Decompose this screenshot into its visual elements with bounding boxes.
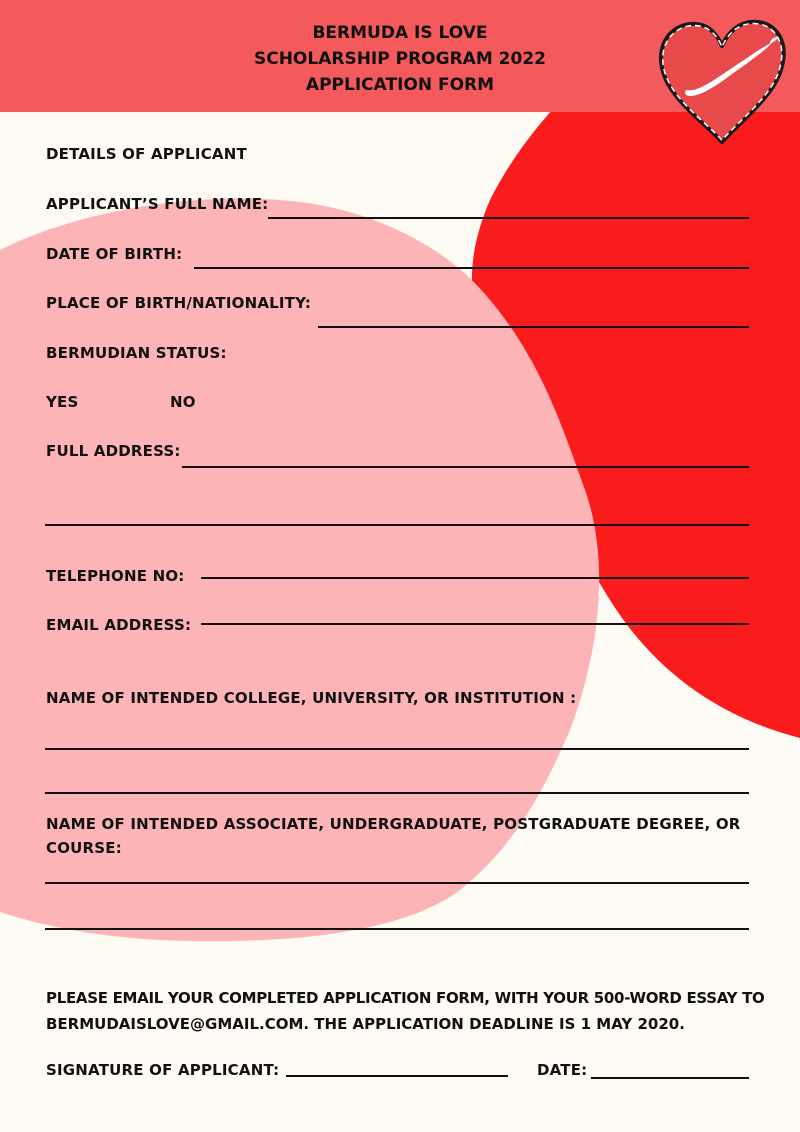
title-line-2: SCHOLARSHIP PROGRAM 2022 [253,49,546,69]
status-no-option[interactable]: NO [170,393,196,411]
email-field[interactable] [201,623,749,625]
bermudian-status-label: BERMUDIAN STATUS: [46,344,227,362]
bermuda-heart-logo [654,12,790,146]
telephone-field[interactable] [201,577,749,579]
full-address-field-line-1[interactable] [182,466,749,468]
signature-field[interactable] [286,1075,508,1077]
degree-label-line-1: NAME OF INTENDED ASSOCIATE, UNDERGRADUATE, POSTGRADUATE DEGREE, OR [46,815,741,833]
title-line-1: BERMUDA IS LOVE [312,23,488,43]
email-label: EMAIL ADDRESS: [46,616,192,634]
degree-label-line-2: COURSE: [46,839,122,857]
degree-field-line-1[interactable] [45,882,749,884]
college-field-line-1[interactable] [45,748,749,750]
college-label: NAME OF INTENDED COLLEGE, UNIVERSITY, OR INSTITUTION : [46,689,577,707]
full-address-field-line-2[interactable] [45,524,749,526]
place-of-birth-field[interactable] [318,326,749,328]
telephone-label: TELEPHONE NO: [46,567,185,585]
place-of-birth-label: PLACE OF BIRTH/NATIONALITY: [46,294,312,312]
date-field[interactable] [591,1077,749,1079]
full-name-field[interactable] [268,217,749,219]
instruction-line-2: BERMUDAISLOVE@GMAIL.COM. THE APPLICATION DEADLINE IS 1 MAY 2020. [46,1015,685,1033]
title-line-3: APPLICATION FORM [305,75,495,95]
instruction-line-1: PLEASE EMAIL YOUR COMPLETED APPLICATION FORM, WITH YOUR 500-WORD ESSAY TO [46,989,765,1007]
college-field-line-2[interactable] [45,792,749,794]
signature-label: SIGNATURE OF APPLICANT: [46,1061,280,1079]
submission-instructions [46,985,800,1037]
date-label: DATE: [537,1061,588,1079]
section-heading-details: DETAILS OF APPLICANT [46,145,247,163]
date-of-birth-field[interactable] [194,267,749,269]
full-name-label: APPLICANT’S FULL NAME: [46,195,269,213]
degree-field-line-2[interactable] [45,928,749,930]
status-yes-option[interactable]: YES [46,393,79,411]
full-address-label: FULL ADDRESS: [46,442,181,460]
date-of-birth-label: DATE OF BIRTH: [46,245,183,263]
